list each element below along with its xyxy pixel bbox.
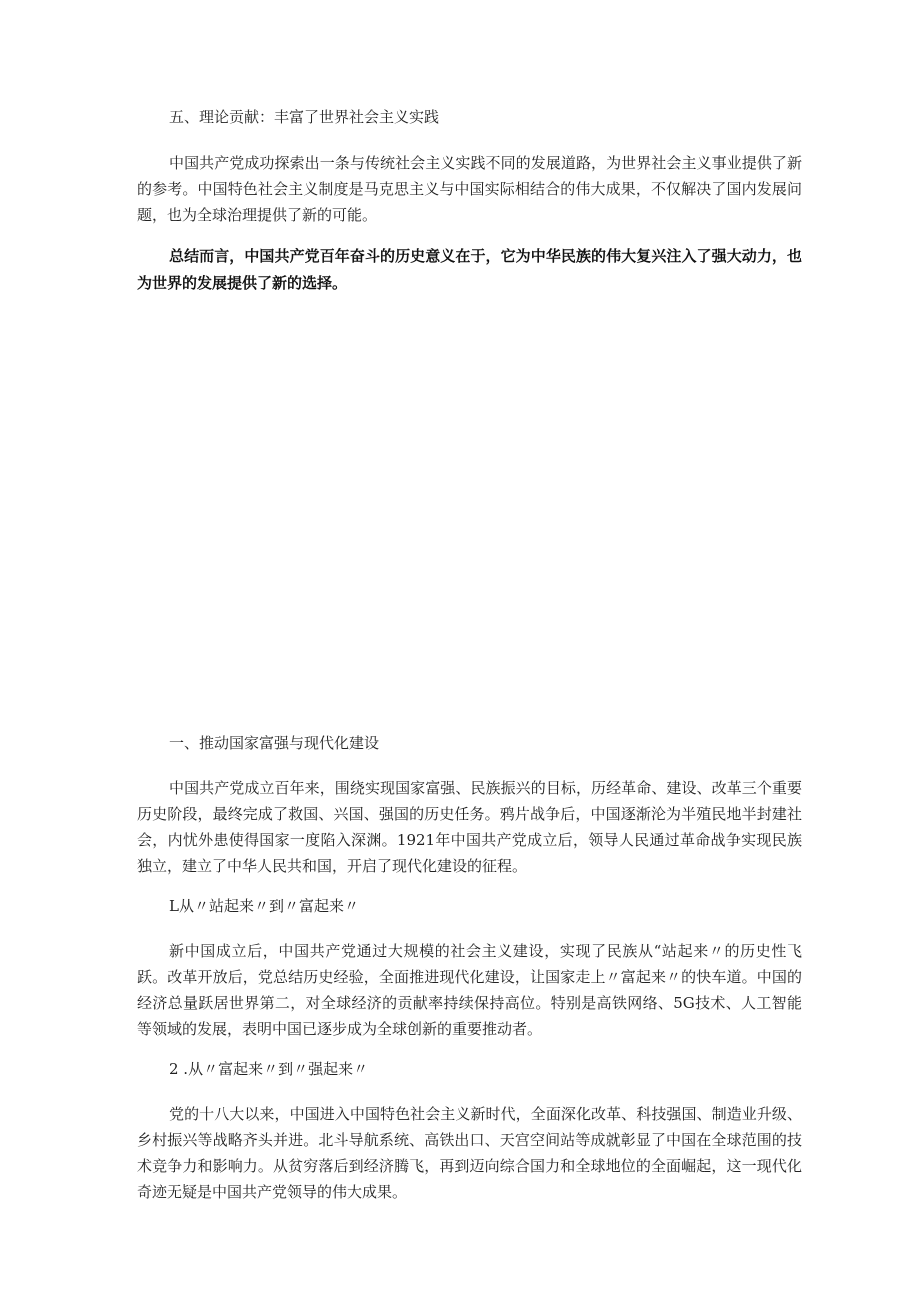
section-five-paragraph: 中国共产党成功探索出一条与传统社会主义实践不同的发展道路，为世界社会主义事业提供了新的参考。中国特色社会主义制度是马克思主义与中国实际相结合的伟大成果，不仅解决了国内发展问题，也为全球治理提供了新的可能。 <box>137 154 802 224</box>
subsection-two-paragraph: 党的十八大以来，中国进入中国特色社会主义新时代，全面深化改革、科技强国、制造业升级、乡村振兴等战略齐头并进。北斗导航系统、高铁出口、天宫空间站等成就彰显了中国在全球范围的技术竞争力和影响力。从贫穷落后到经济腾飞，再到迈向综合国力和全球地位的全面崛起，这一现代化奇迹无疑是中国共产党领导的伟大成果。 <box>137 1105 802 1201</box>
section-one-paragraph: 中国共产党成立百年来，围绕实现国家富强、民族振兴的目标，历经革命、建设、改革三个重要历史阶段，最终完成了救国、兴国、强国的历史任务。鸦片战争后，中国逐渐沦为半殖民地半封建社会，内忧外患使得国家一度陷入深渊。1921年中国共产党成立后，领导人民通过革命战争实现民族独立，建立了中华人民共和国，开启了现代化建设的征程。 <box>137 779 802 875</box>
subsection-two-heading: 2 .从〃富起来〃到〃强起来〃 <box>169 1060 369 1078</box>
summary-paragraph: 总结而言，中国共产党百年奋斗的历史意义在于，它为中华民族的伟大复兴注入了强大动力，也为世界的发展提供了新的选择。 <box>137 247 802 292</box>
subsection-one-heading: L从〃站起来〃到〃富起来〃 <box>169 897 359 915</box>
section-one-heading: 一、推动国家富强与现代化建设 <box>169 734 380 752</box>
section-five-heading: 五、理论贡献：丰富了世界社会主义实践 <box>169 108 440 126</box>
subsection-one-paragraph: 新中国成立后，中国共产党通过大规模的社会主义建设，实现了民族从“站起来〃的历史性飞跃。改革开放后，党总结历史经验，全面推进现代化建设，让国家走上〃富起来〃的快车道。中国的经济总量跃居世界第二，对全球经济的贡献率持续保持高位。特别是高铁网络、5G技术、人工智能等领域的发展，表明中国已逐步成为全球创新的重要推动者。 <box>137 942 802 1038</box>
